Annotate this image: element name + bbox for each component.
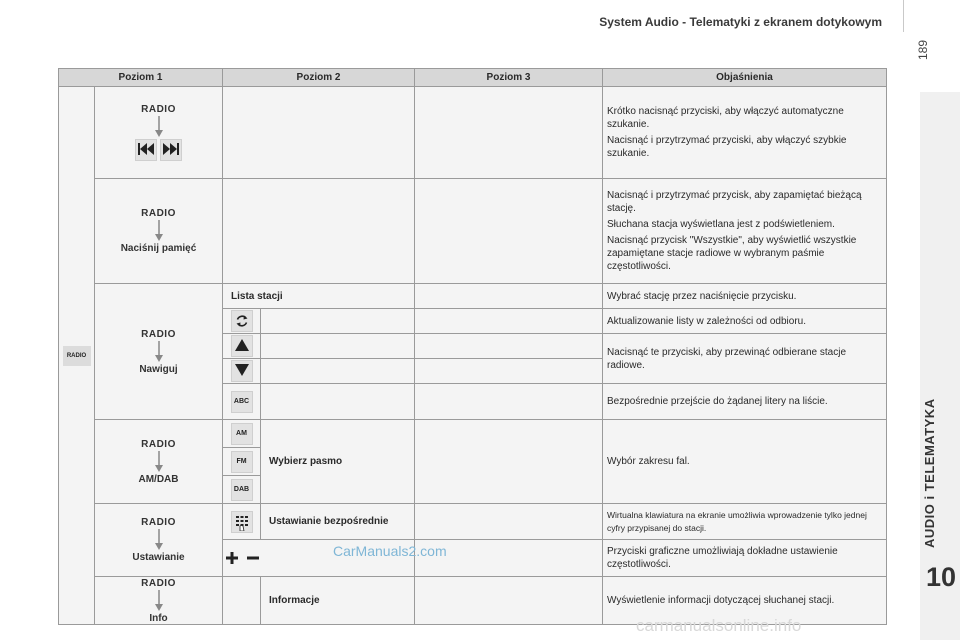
table-row-seek (59, 87, 887, 179)
desc-fine-tuning: Przyciski graficzne umożliwiają dokładne ustawienie częstotliwości. (603, 540, 887, 577)
arrow-down-icon (154, 451, 164, 473)
table-row-direct-tuning (59, 504, 887, 540)
plus-icon[interactable] (225, 551, 239, 565)
page-number: 189 (916, 39, 930, 60)
level3-empty (415, 87, 603, 179)
desc-info: Wyświetlenie informacji dotyczącej słuchanej stacji. (603, 577, 887, 625)
desc-band: Wybór zakresu fal. (603, 420, 887, 504)
page-header-title: System Audio - Telematyki z ekranem dotykowym (599, 15, 882, 29)
chapter-number: 10 (925, 562, 957, 592)
arrow-down-icon (154, 590, 164, 612)
navigate-label: Nawiguj (139, 363, 178, 375)
radio-label: RADIO (141, 104, 176, 115)
dab-icon[interactable]: DAB (231, 479, 253, 501)
seek-back-icon[interactable] (135, 139, 157, 161)
desc-seek: Krótko nacisnąć przyciski, aby włączyć automatyczne szukanie. Nacisnąć i przytrzymać przyciski, aby włączyć szybkie szukanie. (603, 87, 887, 179)
header-divider (903, 0, 904, 32)
level2-settings: RADIO Ustawianie (95, 504, 223, 577)
station-list-label: Lista stacji (223, 284, 415, 309)
table-row-station-list (59, 284, 887, 309)
chapter-side-label: AUDIO i TELEMATYKA (922, 398, 937, 548)
band-label: AM/DAB (138, 473, 179, 485)
table-row-memory (59, 179, 887, 284)
information-label: Informacje (261, 577, 415, 625)
refresh-icon[interactable] (231, 310, 253, 332)
level1-cell (59, 87, 95, 625)
level2-seek (95, 87, 223, 179)
arrow-down-icon (154, 116, 164, 138)
abc-icon[interactable]: ABC (231, 391, 253, 413)
level2-empty (223, 87, 415, 179)
level2-memory: RADIO Naciśnij pamięć (95, 179, 223, 284)
col-header-level2: Poziom 2 (223, 69, 415, 87)
desc-memory: Nacisnąć i przytrzymać przycisk, aby zapamiętać bieżącą stację. Słuchana stacja wyświetlana jest z podświetleniem. Nacisnąć przycisk "Wszystkie", aby wyświetlić wszystkie zapamiętane stacje radiowe w wybranym paśmie częstotliwości. (603, 179, 887, 284)
am-icon[interactable]: AM (231, 423, 253, 445)
footer-watermark: carmanualsonline.info (636, 616, 802, 635)
desc-abc: Bezpośrednie przejście do żądanej litery na liście. (603, 384, 887, 420)
triangle-up-icon[interactable] (231, 335, 253, 357)
seek-forward-icon[interactable] (160, 139, 182, 161)
desc-direct-tuning: Wirtualna klawiatura na ekranie umożliwia wprowadzenie tylko jednej cyfry przypisanej do stacji. (603, 504, 887, 540)
level2-navigate: RADIO Nawiguj (95, 284, 223, 420)
table-row-band-am (59, 420, 887, 448)
direct-tuning-label: Ustawianie bezpośrednie (261, 504, 415, 540)
select-band-label: Wybierz pasmo (261, 420, 415, 504)
arrow-down-icon (154, 529, 164, 551)
desc-scroll: Nacisnąć te przyciski, aby przewinąć odbierane stacje radiowe. (603, 334, 887, 384)
arrow-down-icon (154, 220, 164, 242)
col-header-level1: Poziom 1 (59, 69, 223, 87)
desc-station-list: Wybrać stację przez naciśnięcie przycisku. (603, 284, 887, 309)
radio-icon[interactable]: RADIO (63, 346, 91, 366)
fm-icon[interactable]: FM (231, 451, 253, 473)
level2-band: RADIO AM/DAB (95, 420, 223, 504)
memory-label: Naciśnij pamięć (120, 243, 197, 254)
minus-icon[interactable] (246, 551, 260, 565)
level2-info: RADIO Info (95, 577, 223, 625)
info-label: Info (149, 612, 168, 624)
settings-label: Ustawianie (132, 552, 185, 563)
radio-menu-table (58, 68, 887, 625)
table-header-row (59, 69, 887, 87)
col-header-level3: Poziom 3 (415, 69, 603, 87)
watermark-carmanuals: CarManuals2.com (333, 543, 447, 559)
arrow-down-icon (154, 341, 164, 363)
keypad-icon[interactable] (231, 511, 253, 533)
desc-refresh: Aktualizowanie listy w zależności od odbioru. (603, 309, 887, 334)
triangle-down-icon[interactable] (231, 360, 253, 382)
col-header-description: Objaśnienia (603, 69, 887, 87)
